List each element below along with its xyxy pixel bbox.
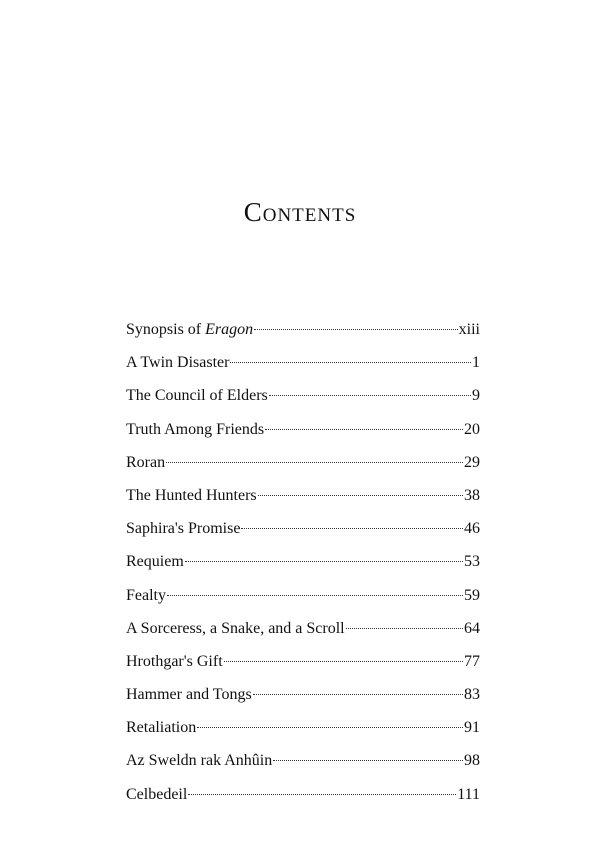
toc-entry-page-number: 46 [464,520,480,538]
toc-entry-page-number: 29 [464,453,480,471]
dot-leader [253,694,463,695]
toc-entry-page-number: 53 [464,553,480,571]
dot-leader [188,794,456,795]
toc-entry-page-number: 9 [472,387,480,405]
dot-leader [166,462,463,463]
dot-leader [265,429,463,430]
dot-leader [258,495,463,496]
toc-entry[interactable] [126,553,480,586]
toc-entry-page-number: xiii [458,321,480,338]
toc-entry-title: Hammer and Tongs [126,686,252,704]
toc-entry-title: Saphira's Promise [126,520,241,538]
toc-entry-page-number: 59 [464,586,480,604]
dot-leader [197,727,463,728]
toc-entry-title: Az Sweldn rak Anhûin [126,752,273,770]
toc-entry[interactable] [126,686,480,719]
dot-leader [273,760,463,761]
toc-entry[interactable] [126,653,480,686]
toc-entry-page-number: 111 [457,785,480,803]
toc-entry-page-number: 91 [464,719,480,737]
toc-entry-title: The Hunted Hunters [126,486,257,504]
toc-entry-title: Truth Among Friends [126,420,265,438]
toc-entry[interactable] [126,752,480,785]
toc-entry-title: Fealty [126,586,166,604]
toc-entry-title: Retaliation [126,719,197,737]
toc-entry-title-emphasis: Eragon [205,321,254,338]
toc-entry[interactable] [126,620,480,653]
toc-entry-title: Celbedeil [126,785,188,803]
page-title: Contents [243,197,357,227]
toc-entry-page-number: 38 [464,486,480,504]
toc-entry[interactable] [126,786,480,819]
toc-entry-page-number: 77 [464,652,480,670]
table-of-contents [126,321,480,819]
toc-entry-page-number: 20 [464,420,480,438]
toc-entry[interactable] [126,354,480,387]
toc-entry-page-number: 1 [472,354,480,372]
toc-entry-title: Requiem [126,553,184,571]
toc-entry[interactable] [126,719,480,752]
dot-leader [241,528,463,529]
toc-entry[interactable] [126,587,480,620]
toc-entry-title: Hrothgar's Gift [126,652,223,670]
toc-entry[interactable] [126,487,480,520]
toc-entry-title: A Twin Disaster [126,354,230,372]
dot-leader [346,628,463,629]
toc-entry-page-number: 83 [464,686,480,704]
toc-entry[interactable] [126,321,480,354]
toc-entry-title: Roran [126,453,166,471]
dot-leader [185,561,463,562]
dot-leader [254,329,458,330]
toc-entry-title: A Sorceress, a Snake, and a Scroll [126,619,345,637]
toc-entry[interactable] [126,454,480,487]
toc-entry-page-number: 98 [464,752,480,770]
dot-leader [269,395,471,396]
toc-entry-title: Synopsis of Eragon [126,321,254,338]
toc-entry[interactable] [126,520,480,553]
dot-leader [167,595,463,596]
toc-entry-page-number: 64 [464,619,480,637]
toc-entry-title: The Council of Elders [126,387,268,405]
toc-entry[interactable] [126,387,480,420]
dot-leader [224,661,463,662]
dot-leader [230,362,471,363]
toc-entry[interactable] [126,421,480,454]
